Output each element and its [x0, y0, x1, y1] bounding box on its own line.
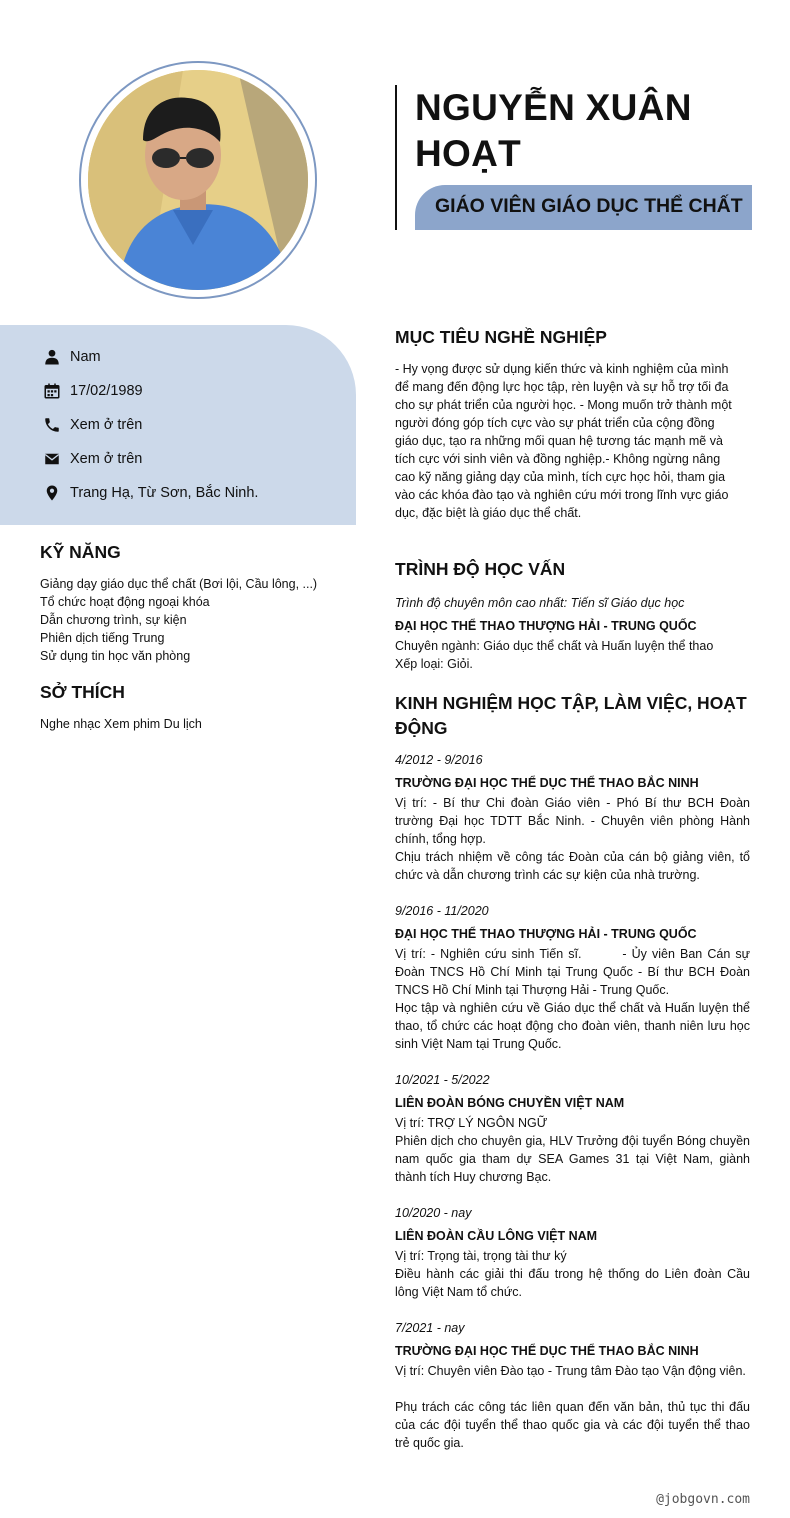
contact-birthday [43, 381, 143, 401]
avatar [88, 70, 308, 290]
objective-line: vào các khóa đào tạo và nghiên cứu mới trong lĩnh vực giáo [395, 488, 729, 502]
birthday-value: 17/02/1989 [70, 383, 143, 399]
phone-icon [43, 416, 61, 434]
phone-value: Xem ở trên [70, 417, 143, 433]
experience-desc: Điều hành các giải thi đấu trong hệ thống do Liên đoàn Cầu lông Việt Nam tổ chức. [395, 1267, 750, 1299]
objective-line: cao kỹ năng giảng dạy của mình, tích cực học hỏi, tham gia [395, 470, 726, 484]
calendar-icon [43, 382, 61, 400]
experience-org: LIÊN ĐOÀN BÓNG CHUYỀN VIỆT NAM [395, 1096, 625, 1110]
job-title-badge [415, 185, 752, 230]
experience-role: Vị trí: - Bí thư Chi đoàn Giáo viên - Phó Bí thư BCH Đoàn trường Đại học TDTT Bắc Ninh. - Chuyên viên phòng Hành chính, tổng hợp. [395, 796, 750, 846]
portrait-photo [88, 70, 308, 290]
experience-desc: Phụ trách các công tác liên quan đến văn bản, thủ tục thi đấu của các đội tuyển thể thao quốc gia và các đội tuyển thể thao trẻ quốc gia. [395, 1400, 750, 1450]
skill-item: Tổ chức hoạt động ngoại khóa [40, 595, 210, 609]
objective-line: giáo dục, tạo ra những mối quan hệ tương tác mạnh mẽ và [395, 434, 723, 448]
skill-item: Sử dụng tin học văn phòng [40, 649, 191, 663]
objective-line: người đóng góp tích cực vào sự phát triển của cộng đồng [395, 416, 715, 430]
experience-desc: Chịu trách nhiệm về công tác Đoàn của cán bộ giảng viên, tổ chức và dẫn chương trình các sự kiện của nhà trường. [395, 850, 750, 882]
hobbies-heading: SỞ THÍCH [40, 682, 125, 702]
experience-org: LIÊN ĐOÀN CẦU LÔNG VIỆT NAM [395, 1229, 598, 1243]
education-level: Trình độ chuyên môn cao nhất: Tiến sĩ Giáo dục học [395, 596, 685, 610]
skills-heading: KỸ NĂNG [40, 542, 121, 562]
experience-role: Vị trí: - Nghiên cứu sinh Tiến sĩ. - Ủy viên Ban Cán sự Đoàn TNCS Hồ Chí Minh tại Trung Quốc - Bí thư BCH Đoàn TNCS Hồ Chí Minh tại Thượng Hải - Trung Quốc. [395, 947, 754, 997]
experience-desc: Học tập và nghiên cứu về Giáo dục thể chất và Huấn luyện thể thao, tổ chức các hoạt động cho đoàn viên, thanh niên lưu học sinh Việt Nam tại Trung Quốc. [395, 1001, 750, 1051]
education-major: Chuyên ngành: Giáo dục thể chất và Huấn luyện thể thao [395, 639, 714, 653]
experience-date: 4/2012 - 9/2016 [395, 753, 483, 767]
objective-line: để mang đến động lực học tập, rèn luyện và sự hỗ trợ tối đa [395, 380, 729, 394]
education-heading: TRÌNH ĐỘ HỌC VẤN [395, 559, 566, 579]
contact-email [43, 449, 142, 469]
experience-org: TRƯỜNG ĐẠI HỌC THỂ DỤC THỂ THAO BẮC NINH [395, 776, 699, 790]
objective-line: - Hy vọng được sử dụng kiến thức và kinh nghiệm của mình [395, 362, 729, 376]
mail-icon [43, 450, 61, 468]
experience-role: Vị trí: TRỢ LÝ NGÔN NGỮ [395, 1116, 548, 1130]
person-icon [43, 348, 61, 366]
experience-heading-line: ĐỘNG [395, 718, 448, 738]
experience-role: Vị trí: Chuyên viên Đào tạo - Trung tâm Đào tạo Vận động viên. [395, 1364, 746, 1378]
experience-role: Vị trí: Trọng tài, trọng tài thư ký [395, 1249, 567, 1263]
objective-line: dục, đặc biệt là giáo dục thể chất. [395, 506, 582, 520]
objective-line: tích cực với sinh viên và đồng nghiệp.- Không ngừng nâng [395, 452, 721, 466]
objective-line: cho sự phát triển của người học. - Mong muốn trở thành một [395, 398, 732, 412]
contact-address [43, 483, 258, 503]
skill-item: Phiên dịch tiếng Trung [40, 631, 165, 645]
education-grade: Xếp loại: Giỏi. [395, 657, 473, 671]
full-name: NGUYỄN XUÂN HOẠT [415, 87, 692, 174]
experience-org: TRƯỜNG ĐẠI HỌC THỂ DỤC THỂ THAO BẮC NINH [395, 1344, 699, 1358]
experience-date: 9/2016 - 11/2020 [395, 904, 489, 918]
education-school: ĐẠI HỌC THỂ THAO THƯỢNG HẢI - TRUNG QUỐC [395, 619, 697, 633]
experience-date: 7/2021 - nay [395, 1321, 465, 1335]
footer-watermark: @jobgovn.com [656, 1492, 750, 1507]
experience-heading [395, 691, 747, 741]
hobbies-text: Nghe nhạc Xem phim Du lịch [40, 717, 202, 731]
gender-value: Nam [70, 349, 101, 365]
experience-date: 10/2021 - 5/2022 [395, 1073, 490, 1087]
experience-heading-line: KINH NGHIỆM HỌC TẬP, LÀM VIỆC, HOẠT [395, 693, 747, 713]
address-value: Trang Hạ, Từ Sơn, Bắc Ninh. [70, 485, 259, 501]
experience-org: ĐẠI HỌC THỂ THAO THƯỢNG HẢI - TRUNG QUỐC [395, 927, 697, 941]
contact-gender [43, 347, 101, 367]
experience-date: 10/2020 - nay [395, 1206, 472, 1220]
skills-list [40, 575, 350, 665]
email-value: Xem ở trên [70, 451, 143, 467]
contact-phone [43, 415, 142, 435]
experience-desc: Phiên dịch cho chuyên gia, HLV Trưởng đội tuyển Bóng chuyền nam quốc gia tham dự SEA Games 31 tại Việt Nam, giành thành tích Huy chương Bạc. [395, 1134, 750, 1184]
objective-heading: MỤC TIÊU NGHỀ NGHIỆP [395, 327, 607, 347]
header-block [395, 85, 755, 230]
objective-text [395, 360, 750, 522]
location-pin-icon [43, 484, 61, 502]
job-title: GIÁO VIÊN GIÁO DỤC THỂ CHẤT [435, 195, 743, 217]
skill-item: Dẫn chương trình, sự kiện [40, 613, 187, 627]
skill-item: Giảng dạy giáo dục thể chất (Bơi lội, Cầu lông, ...) [40, 577, 318, 591]
